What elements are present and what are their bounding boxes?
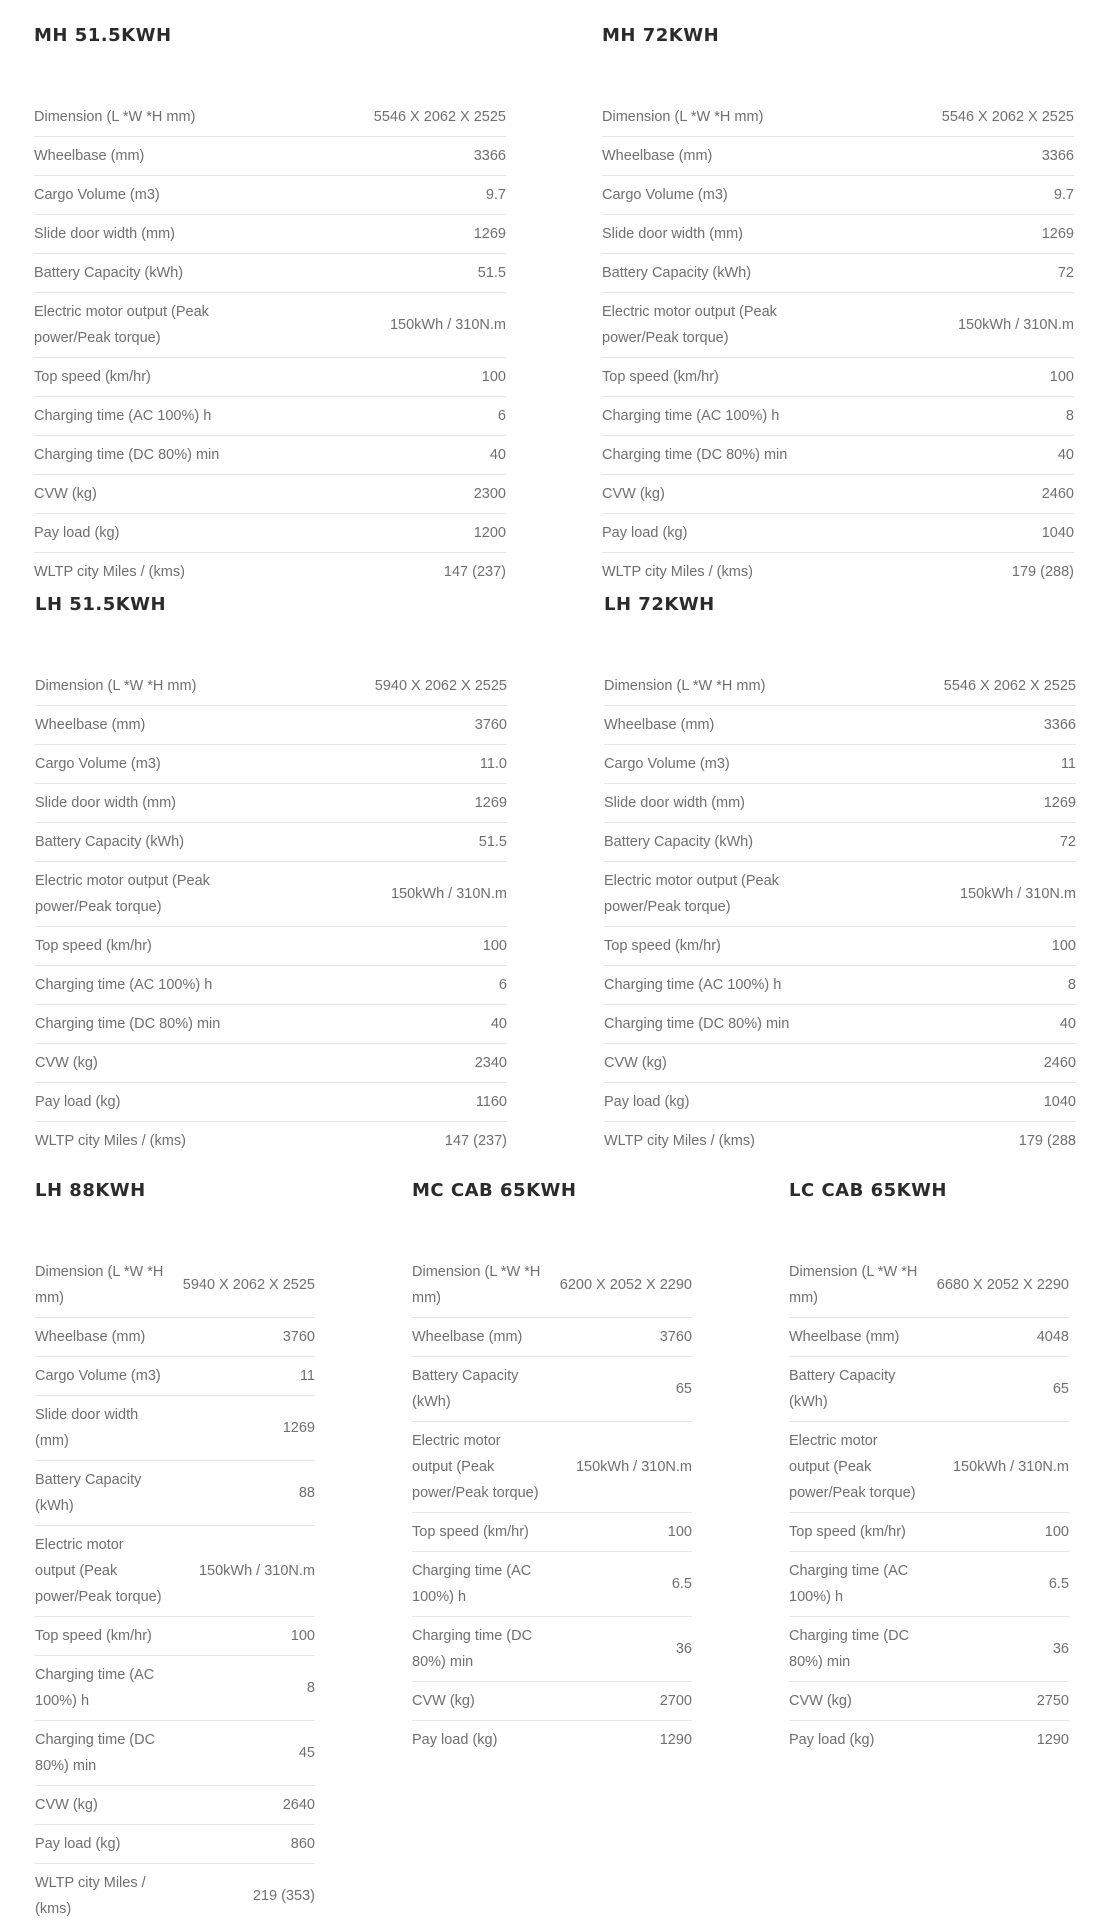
spec-value: 1290: [1036, 1732, 1069, 1748]
spec-value: 65: [1052, 1381, 1069, 1397]
spec-label: Slide door width (mm): [35, 795, 177, 811]
spec-value: 2460: [1041, 486, 1074, 502]
spec-label: Charging time (DC 80%) min: [35, 1732, 156, 1774]
spec-row: [35, 1864, 315, 1928]
spec-row: [35, 706, 507, 745]
spec-block-mc-cab-65kwh: [412, 1173, 692, 1759]
spec-row: [602, 514, 1074, 553]
spec-value: 3366: [1043, 717, 1076, 733]
spec-value: 3760: [282, 1329, 315, 1345]
spec-label: Battery Capacity (kWh): [604, 834, 754, 850]
spec-label: WLTP city Miles / (kms): [34, 564, 185, 580]
spec-label: Charging time (DC 80%) min: [35, 1016, 221, 1032]
spec-block-mh-51-5kwh: [34, 18, 506, 591]
spec-value: 150kWh / 310N.m: [389, 317, 506, 333]
spec-label: Charging time (AC 100%) h: [604, 977, 782, 993]
spec-row: [34, 553, 506, 591]
spec-table: [35, 667, 507, 1160]
spec-label: Electric motor output (Peak power/Peak torque): [602, 304, 777, 346]
spec-label: Top speed (km/hr): [35, 1628, 152, 1644]
spec-row: [34, 358, 506, 397]
spec-value: 3366: [1041, 148, 1074, 164]
spec-value: 179 (288: [1018, 1133, 1076, 1149]
spec-label: WLTP city Miles / (kms): [35, 1875, 146, 1917]
spec-label: Cargo Volume (m3): [604, 756, 730, 772]
spec-value: 1269: [1043, 795, 1076, 811]
spec-row: [35, 966, 507, 1005]
spec-row: [604, 1083, 1076, 1122]
spec-row: [604, 667, 1076, 706]
spec-label: Top speed (km/hr): [34, 369, 151, 385]
spec-value: 51.5: [478, 834, 507, 850]
spec-label: Electric motor output (Peak power/Peak torque): [604, 873, 779, 915]
spec-row: [35, 927, 507, 966]
spec-value: 2340: [474, 1055, 507, 1071]
spec-value: 2700: [659, 1693, 692, 1709]
spec-row: [789, 1318, 1069, 1357]
spec-value: 150kWh / 310N.m: [957, 317, 1074, 333]
spec-label: Charging time (AC 100%) h: [35, 977, 213, 993]
spec-row: [412, 1422, 692, 1513]
spec-row: [35, 1005, 507, 1044]
spec-row: [602, 98, 1074, 137]
spec-row: [34, 293, 506, 358]
spec-value: 100: [1044, 1524, 1069, 1540]
spec-label: Dimension (L *W *H mm): [602, 109, 764, 125]
spec-value: 6680 X 2052 X 2290: [936, 1277, 1069, 1293]
spec-label: Top speed (km/hr): [789, 1524, 906, 1540]
spec-row: [35, 1122, 507, 1160]
spec-label: Charging time (DC 80%) min: [604, 1016, 790, 1032]
spec-row: [35, 1357, 315, 1396]
spec-label: Top speed (km/hr): [412, 1524, 529, 1540]
spec-value: 40: [1057, 447, 1074, 463]
spec-label: Wheelbase (mm): [604, 717, 715, 733]
spec-label: Cargo Volume (m3): [35, 1368, 161, 1384]
spec-label: Dimension (L *W *H mm): [604, 678, 766, 694]
spec-value: 65: [675, 1381, 692, 1397]
spec-row: [34, 254, 506, 293]
spec-label: Slide door width (mm): [34, 226, 176, 242]
spec-value: 8: [1065, 408, 1074, 424]
spec-row: [35, 1721, 315, 1786]
spec-row: [602, 475, 1074, 514]
spec-label: CVW (kg): [604, 1055, 667, 1071]
spec-value: 9.7: [485, 187, 506, 203]
spec-value: 1269: [473, 226, 506, 242]
spec-label: Wheelbase (mm): [35, 717, 146, 733]
spec-value: 150kWh / 310N.m: [575, 1459, 692, 1475]
spec-label: Wheelbase (mm): [34, 148, 145, 164]
spec-label: Battery Capacity (kWh): [412, 1368, 519, 1410]
spec-row: [412, 1357, 692, 1422]
spec-label: Top speed (km/hr): [602, 369, 719, 385]
spec-label: Electric motor output (Peak power/Peak torque): [35, 1537, 162, 1605]
spec-row: [35, 1396, 315, 1461]
spec-value: 5940 X 2062 X 2525: [374, 678, 507, 694]
spec-title: MC CAB 65KWH: [412, 1180, 577, 1201]
spec-row: [412, 1552, 692, 1617]
spec-label: Wheelbase (mm): [412, 1329, 523, 1345]
spec-value: 11: [299, 1368, 315, 1384]
spec-value: 100: [481, 369, 506, 385]
spec-label: Cargo Volume (m3): [34, 187, 160, 203]
spec-value: 6.5: [671, 1576, 692, 1592]
spec-row: [35, 1083, 507, 1122]
spec-row: [602, 358, 1074, 397]
spec-row: [34, 215, 506, 254]
spec-row: [35, 1656, 315, 1721]
spec-label: Charging time (DC 80%) min: [789, 1628, 910, 1670]
spec-value: 36: [1052, 1641, 1069, 1657]
spec-label: Slide door width (mm): [604, 795, 746, 811]
spec-label: Electric motor output (Peak power/Peak torque): [35, 873, 210, 915]
spec-title: MH 72KWH: [602, 25, 720, 46]
spec-row: [604, 927, 1076, 966]
spec-value: 40: [1059, 1016, 1076, 1032]
spec-label: WLTP city Miles / (kms): [35, 1133, 186, 1149]
spec-label: CVW (kg): [35, 1797, 98, 1813]
spec-row: [35, 1825, 315, 1864]
spec-value: 5546 X 2062 X 2525: [373, 109, 506, 125]
spec-title: LH 72KWH: [604, 594, 715, 615]
spec-row: [604, 784, 1076, 823]
spec-value: 219 (353): [252, 1888, 315, 1904]
spec-title: MH 51.5KWH: [34, 25, 172, 46]
spec-value: 36: [675, 1641, 692, 1657]
spec-table: [604, 667, 1076, 1160]
spec-row: [602, 436, 1074, 475]
spec-row: [789, 1253, 1069, 1318]
spec-row: [789, 1552, 1069, 1617]
spec-title: LH 88KWH: [35, 1180, 146, 1201]
spec-row: [604, 706, 1076, 745]
spec-label: Electric motor output (Peak power/Peak torque): [412, 1433, 539, 1501]
spec-value: 72: [1059, 834, 1076, 850]
spec-row: [604, 862, 1076, 927]
spec-value: 1290: [659, 1732, 692, 1748]
spec-label: Pay load (kg): [35, 1836, 121, 1852]
spec-table: [412, 1253, 692, 1759]
spec-row: [602, 137, 1074, 176]
spec-label: CVW (kg): [34, 486, 97, 502]
spec-label: Battery Capacity (kWh): [602, 265, 752, 281]
spec-label: Electric motor output (Peak power/Peak torque): [789, 1433, 916, 1501]
spec-value: 8: [306, 1680, 315, 1696]
spec-value: 150kWh / 310N.m: [390, 886, 507, 902]
spec-label: Dimension (L *W *H mm): [789, 1264, 918, 1306]
spec-value: 11.0: [479, 756, 507, 772]
spec-label: Slide door width (mm): [35, 1407, 139, 1449]
spec-value: 3760: [474, 717, 507, 733]
spec-label: Battery Capacity (kWh): [35, 834, 185, 850]
spec-table: [34, 98, 506, 591]
spec-label: CVW (kg): [789, 1693, 852, 1709]
spec-label: Dimension (L *W *H mm): [412, 1264, 541, 1306]
spec-row: [789, 1357, 1069, 1422]
spec-value: 147 (237): [443, 564, 506, 580]
spec-row: [602, 397, 1074, 436]
spec-label: Pay load (kg): [789, 1732, 875, 1748]
spec-row: [35, 1617, 315, 1656]
spec-value: 6: [497, 408, 506, 424]
spec-value: 1040: [1043, 1094, 1076, 1110]
spec-value: 3760: [659, 1329, 692, 1345]
spec-block-mh-72kwh: [602, 18, 1074, 591]
spec-label: Charging time (AC 100%) h: [35, 1667, 155, 1709]
spec-value: 72: [1057, 265, 1074, 281]
spec-row: [789, 1682, 1069, 1721]
spec-block-lc-cab-65kwh: [789, 1173, 1069, 1759]
spec-row: [604, 745, 1076, 784]
spec-row: [35, 1044, 507, 1083]
spec-value: 147 (237): [444, 1133, 507, 1149]
spec-value: 6.5: [1048, 1576, 1069, 1592]
spec-label: CVW (kg): [412, 1693, 475, 1709]
spec-label: Pay load (kg): [34, 525, 120, 541]
spec-label: CVW (kg): [35, 1055, 98, 1071]
spec-value: 6200 X 2052 X 2290: [559, 1277, 692, 1293]
spec-label: Cargo Volume (m3): [35, 756, 161, 772]
spec-row: [604, 966, 1076, 1005]
spec-table: [602, 98, 1074, 591]
spec-value: 100: [482, 938, 507, 954]
spec-row: [35, 1786, 315, 1825]
spec-row: [602, 254, 1074, 293]
spec-row: [412, 1721, 692, 1759]
spec-label: Pay load (kg): [412, 1732, 498, 1748]
spec-row: [35, 745, 507, 784]
spec-value: 9.7: [1053, 187, 1074, 203]
spec-value: 45: [298, 1745, 315, 1761]
spec-value: 1269: [1041, 226, 1074, 242]
spec-row: [34, 475, 506, 514]
spec-label: Charging time (DC 80%) min: [602, 447, 788, 463]
spec-label: Top speed (km/hr): [35, 938, 152, 954]
spec-value: 1200: [473, 525, 506, 541]
spec-label: WLTP city Miles / (kms): [604, 1133, 755, 1149]
spec-label: Wheelbase (mm): [602, 148, 713, 164]
spec-row: [412, 1253, 692, 1318]
spec-label: WLTP city Miles / (kms): [602, 564, 753, 580]
spec-value: 8: [1067, 977, 1076, 993]
spec-row: [604, 1122, 1076, 1160]
spec-row: [35, 1318, 315, 1357]
spec-value: 2640: [282, 1797, 315, 1813]
spec-value: 2750: [1036, 1693, 1069, 1709]
spec-value: 5546 X 2062 X 2525: [943, 678, 1076, 694]
spec-row: [35, 823, 507, 862]
spec-row: [34, 514, 506, 553]
spec-label: Wheelbase (mm): [789, 1329, 900, 1345]
spec-label: Dimension (L *W *H mm): [35, 678, 197, 694]
spec-row: [602, 293, 1074, 358]
spec-label: Charging time (AC 100%) h: [412, 1563, 532, 1605]
spec-label: Pay load (kg): [602, 525, 688, 541]
spec-row: [604, 1044, 1076, 1083]
spec-label: Dimension (L *W *H mm): [35, 1264, 164, 1306]
spec-title: LH 51.5KWH: [35, 594, 167, 615]
spec-value: 1040: [1041, 525, 1074, 541]
spec-block-lh-72kwh: [604, 587, 1076, 1160]
spec-value: 3366: [473, 148, 506, 164]
spec-label: Charging time (DC 80%) min: [412, 1628, 533, 1670]
spec-value: 150kWh / 310N.m: [198, 1563, 315, 1579]
spec-value: 2300: [473, 486, 506, 502]
spec-label: Charging time (AC 100%) h: [34, 408, 212, 424]
spec-label: Pay load (kg): [35, 1094, 121, 1110]
spec-block-lh-51-5kwh: [35, 587, 507, 1160]
spec-label: Wheelbase (mm): [35, 1329, 146, 1345]
spec-row: [35, 1253, 315, 1318]
spec-row: [602, 176, 1074, 215]
spec-value: 2460: [1043, 1055, 1076, 1071]
spec-value: 179 (288): [1011, 564, 1074, 580]
spec-label: Battery Capacity (kWh): [789, 1368, 896, 1410]
spec-block-lh-88kwh: [35, 1173, 315, 1928]
spec-label: Pay load (kg): [604, 1094, 690, 1110]
spec-value: 150kWh / 310N.m: [952, 1459, 1069, 1475]
spec-label: Battery Capacity (kWh): [35, 1472, 142, 1514]
spec-value: 40: [490, 1016, 507, 1032]
spec-row: [602, 553, 1074, 591]
spec-row: [412, 1513, 692, 1552]
spec-label: Slide door width (mm): [602, 226, 744, 242]
spec-label: Electric motor output (Peak power/Peak torque): [34, 304, 209, 346]
spec-value: 860: [290, 1836, 315, 1852]
spec-value: 100: [1051, 938, 1076, 954]
spec-value: 51.5: [477, 265, 506, 281]
spec-label: Charging time (AC 100%) h: [602, 408, 780, 424]
spec-label: Charging time (DC 80%) min: [34, 447, 220, 463]
spec-label: Cargo Volume (m3): [602, 187, 728, 203]
spec-row: [34, 436, 506, 475]
spec-row: [34, 98, 506, 137]
spec-table: [789, 1253, 1069, 1759]
spec-label: Dimension (L *W *H mm): [34, 109, 196, 125]
spec-row: [602, 215, 1074, 254]
spec-value: 5546 X 2062 X 2525: [941, 109, 1074, 125]
spec-value: 1269: [282, 1420, 315, 1436]
spec-value: 11: [1060, 756, 1076, 772]
spec-value: 150kWh / 310N.m: [959, 886, 1076, 902]
spec-value: 4048: [1036, 1329, 1069, 1345]
spec-row: [789, 1422, 1069, 1513]
spec-value: 5940 X 2062 X 2525: [182, 1277, 315, 1293]
spec-row: [35, 862, 507, 927]
spec-row: [34, 137, 506, 176]
spec-value: 100: [667, 1524, 692, 1540]
spec-row: [34, 176, 506, 215]
spec-row: [35, 1461, 315, 1526]
spec-row: [789, 1513, 1069, 1552]
spec-row: [412, 1318, 692, 1357]
spec-row: [412, 1682, 692, 1721]
spec-value: 40: [489, 447, 506, 463]
spec-value: 1269: [474, 795, 507, 811]
spec-row: [35, 1526, 315, 1617]
spec-row: [35, 667, 507, 706]
spec-row: [604, 823, 1076, 862]
spec-label: CVW (kg): [602, 486, 665, 502]
spec-row: [604, 1005, 1076, 1044]
spec-value: 100: [290, 1628, 315, 1644]
spec-label: Charging time (AC 100%) h: [789, 1563, 909, 1605]
spec-row: [35, 784, 507, 823]
spec-row: [789, 1721, 1069, 1759]
spec-value: 6: [498, 977, 507, 993]
spec-row: [34, 397, 506, 436]
spec-label: Battery Capacity (kWh): [34, 265, 184, 281]
spec-title: LC CAB 65KWH: [789, 1180, 947, 1201]
spec-row: [789, 1617, 1069, 1682]
spec-value: 100: [1049, 369, 1074, 385]
spec-value: 1160: [475, 1094, 507, 1110]
spec-table: [35, 1253, 315, 1928]
spec-value: 88: [298, 1485, 315, 1501]
spec-label: Top speed (km/hr): [604, 938, 721, 954]
spec-row: [412, 1617, 692, 1682]
